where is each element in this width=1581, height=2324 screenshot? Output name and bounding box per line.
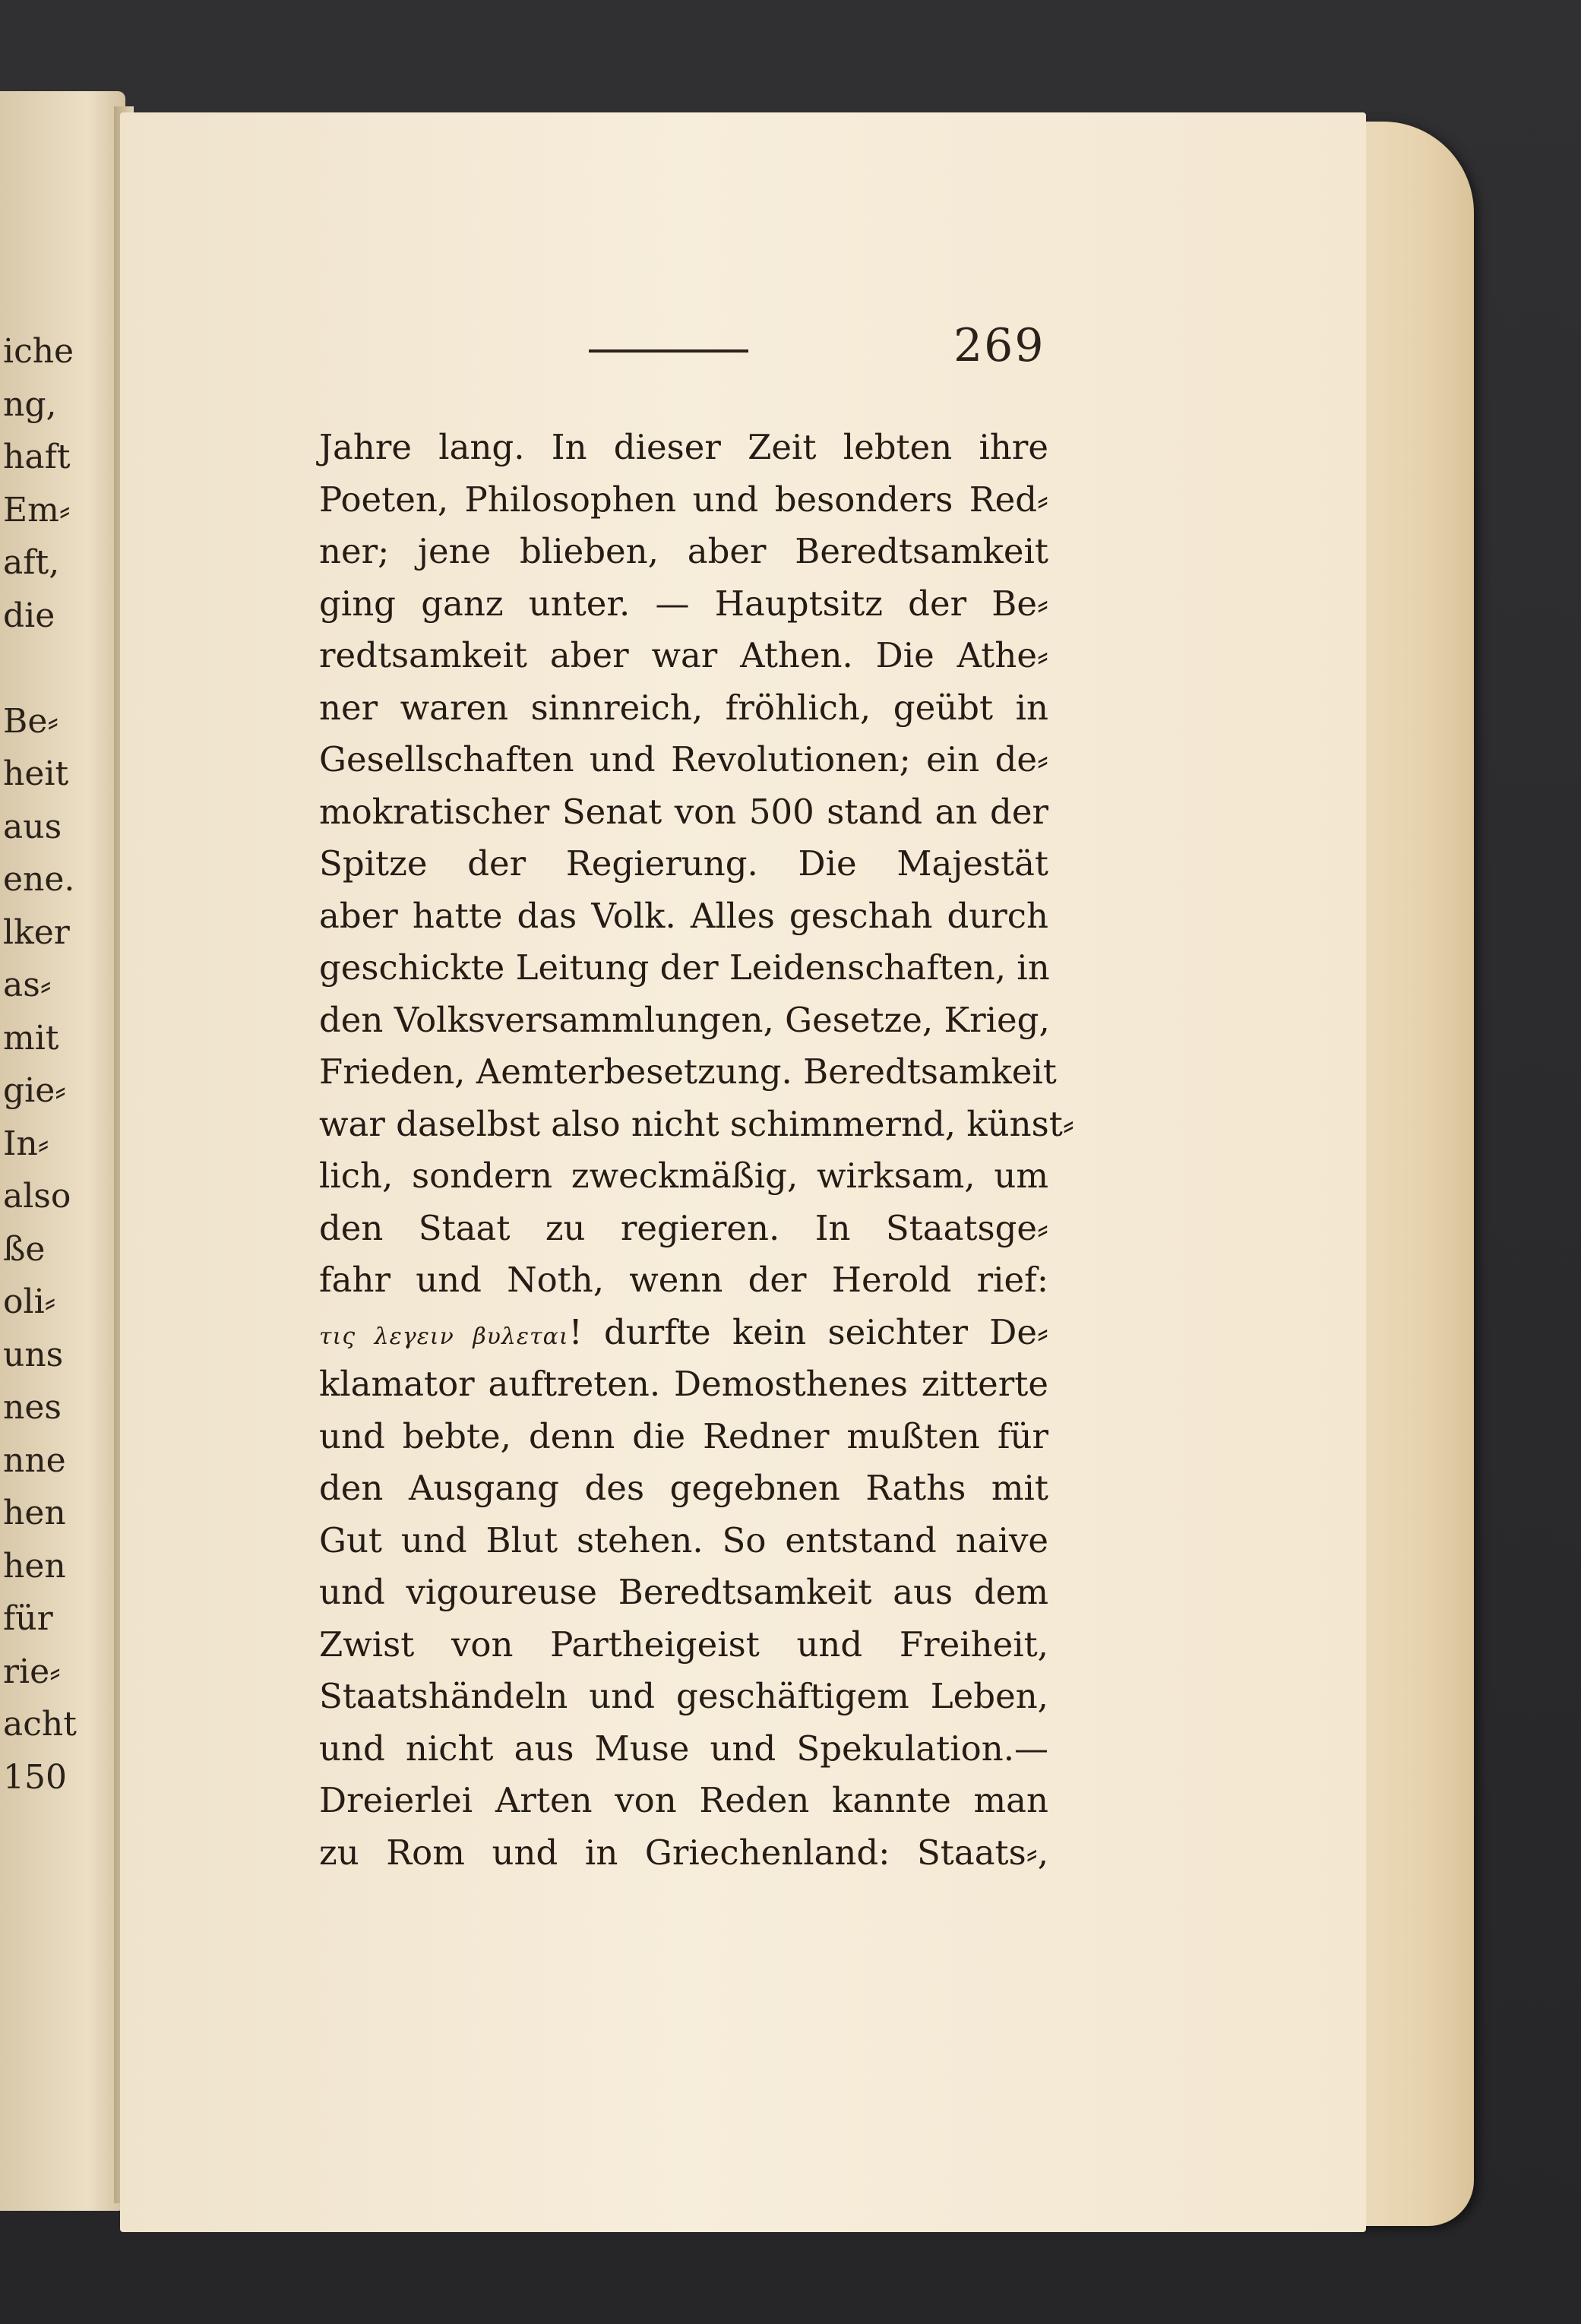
left-page-fragment: für (3, 1599, 53, 1638)
text-line: aber hatte das Volk. Alles geschah durch (319, 895, 1048, 936)
body-text (319, 422, 1074, 1879)
text-line: redtsamkeit aber war Athen. Die Athe⸗ (319, 635, 1048, 675)
left-page-fragment: Em⸗ (3, 490, 71, 530)
page-stack-edge (1349, 122, 1474, 2226)
left-page-fragment: In⸗ (3, 1124, 49, 1163)
left-page-fragment: die (3, 596, 55, 635)
left-page-fragment: Be⸗ (3, 701, 59, 741)
left-page-fragment: aus (3, 807, 62, 846)
left-page-fragment: ng, (3, 384, 57, 424)
left-page-fragment: lker (3, 912, 70, 952)
text-line: und nicht aus Muse und Spekulation.— (319, 1728, 1048, 1769)
text-line: geschickte Leitung der Leidenschaften, in (319, 947, 1050, 988)
left-page-fragment: acht (3, 1705, 77, 1744)
left-page-fragment: aft, (3, 543, 60, 582)
left-page-fragment: 150 (3, 1757, 67, 1797)
text-line: Poeten, Philosophen und besonders Red⸗ (319, 479, 1048, 520)
text-line: war daselbst also nicht schimmernd, künst⸗ (319, 1103, 1074, 1144)
text-line: den Ausgang des gegebnen Raths mit (319, 1468, 1048, 1508)
text-line: Spitze der Regierung. Die Majestät (319, 843, 1048, 884)
text-line: Jahre lang. In dieser Zeit lebten ihre (319, 427, 1048, 467)
text-line: fahr und Noth, wenn der Herold rief: (319, 1260, 1048, 1300)
text-line: Frieden, Aemterbesetzung. Beredtsamkeit (319, 1051, 1057, 1092)
text-line: den Staat zu regieren. In Staatsge⸗ (319, 1207, 1048, 1248)
left-page-fragment: nne (3, 1440, 66, 1480)
left-page-fragment: haft (3, 438, 71, 476)
text-line: lich, sondern zweckmäßig, wirksam, um (319, 1156, 1048, 1196)
text-line: ner waren sinnreich, fröhlich, geübt in (319, 687, 1048, 728)
left-page-fragment: mit (3, 1018, 59, 1058)
text-line: zu Rom und in Griechenland: Staats⸗, (319, 1832, 1048, 1873)
text-line: mokratischer Senat von 500 stand an der (319, 791, 1048, 832)
left-page-fragment: ße (3, 1229, 46, 1269)
left-page-fragment: rie⸗ (3, 1652, 61, 1691)
left-page-fragment: hen (3, 1494, 66, 1532)
left-page-fragment: oli⸗ (3, 1282, 56, 1321)
left-page-fragment: uns (3, 1335, 64, 1374)
greek-quote: τις λεγειν βυλεται (319, 1323, 569, 1350)
left-page-fragment: hen (3, 1546, 66, 1586)
left-page-fragment: heit (3, 754, 69, 793)
text-line: und bebte, denn die Redner mußten für (319, 1415, 1048, 1456)
page-number: 269 (953, 319, 1045, 372)
text-line (319, 1307, 1048, 1359)
left-page-fragment: as⸗ (3, 966, 52, 1004)
left-page-fragment: also (3, 1177, 71, 1216)
left-page-fragment: iche (3, 332, 74, 371)
left-page-edge (0, 91, 125, 2211)
header-rule (589, 349, 748, 353)
left-page-fragment: ene. (3, 860, 75, 899)
text-line: Staatshändeln und geschäftigem Leben, (319, 1676, 1048, 1716)
text-line: Dreierlei Arten von Reden kannte man (319, 1780, 1048, 1820)
text-line: ging ganz unter. — Hauptsitz der Be⸗ (319, 583, 1048, 624)
text-line: klamator auftreten. Demosthenes zitterte (319, 1364, 1048, 1404)
text-line: und vigoureuse Beredtsamkeit aus dem (319, 1572, 1048, 1612)
left-page-fragment: nes (3, 1388, 62, 1427)
text-line: Zwist von Partheigeist und Freiheit, (319, 1624, 1048, 1665)
text-line-rest: ! durfte kein seichter De⸗ (568, 1311, 1049, 1352)
text-line: ner; jene blieben, aber Beredtsamkeit (319, 531, 1048, 571)
left-page-fragment: gie⸗ (3, 1071, 66, 1110)
text-line: Gesellschaften und Revolutionen; ein de⸗ (319, 739, 1048, 779)
text-line: Gut und Blut stehen. So entstand naive (319, 1519, 1048, 1560)
text-line: den Volksversammlungen, Gesetze, Krieg, (319, 999, 1050, 1040)
